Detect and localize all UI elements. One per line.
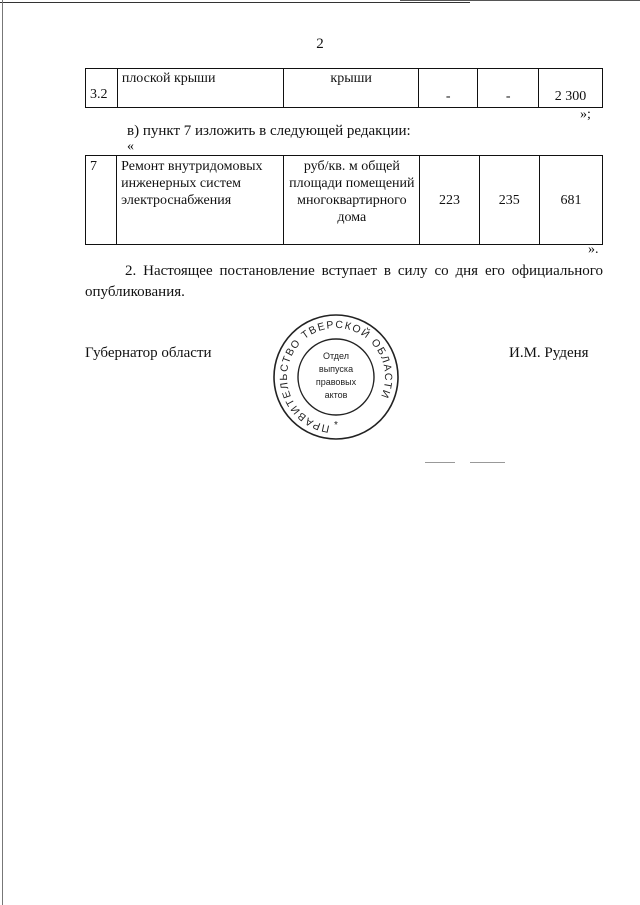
page-number: 2 (316, 36, 324, 52)
scan-speck (425, 462, 455, 463)
seal-line: актов (324, 390, 348, 400)
work-name: плоской крыши (117, 69, 284, 108)
closing-quote-1: »; (580, 107, 591, 122)
row-number: 3.2 (86, 69, 118, 108)
value-3: 681 (539, 156, 602, 245)
seal-ring-text: ПРАВИТЕЛЬСТВО ТВЕРСКОЙ ОБЛАСТИ (277, 318, 395, 435)
value-2: 235 (479, 156, 539, 245)
seal-star-icon: * (334, 420, 338, 431)
unit-of-measure: руб/кв. м общей площади помещений многоквартирного дома (284, 156, 420, 245)
scan-edge-left (2, 0, 3, 905)
tariff-table-item-7 (85, 155, 603, 245)
value-2: - (478, 69, 539, 108)
closing-quote-2: ». (588, 242, 599, 257)
unit-of-measure: крыши (284, 69, 418, 108)
signature-name: И.М. Руденя (509, 345, 589, 361)
value-1: - (418, 69, 478, 108)
row-number: 7 (86, 156, 117, 245)
scan-speck (470, 462, 505, 463)
seal-line: Отдел (322, 351, 350, 361)
tariff-table-continued (85, 68, 603, 108)
scan-edge-top-right (400, 0, 640, 1)
seal-inner-text (301, 350, 371, 402)
opening-quote: « (127, 139, 134, 154)
value-3: 2 300 (539, 69, 603, 108)
signature-title: Губернатор области (85, 345, 212, 361)
seal-line: выпуска (318, 364, 354, 374)
scan-edge-top (0, 2, 470, 3)
paragraph-b: в) пункт 7 изложить в следующей редакции: (127, 123, 411, 139)
seal-line: правовых (315, 377, 357, 387)
value-1: 223 (420, 156, 479, 245)
paragraph-2: 2. Настоящее постановление вступает в силу со дня его официального опубликования. (85, 263, 603, 300)
table-row (86, 156, 603, 245)
work-name: Ремонт внутридомовых инженерных систем электроснабжения (117, 156, 284, 245)
table-row (86, 69, 603, 108)
